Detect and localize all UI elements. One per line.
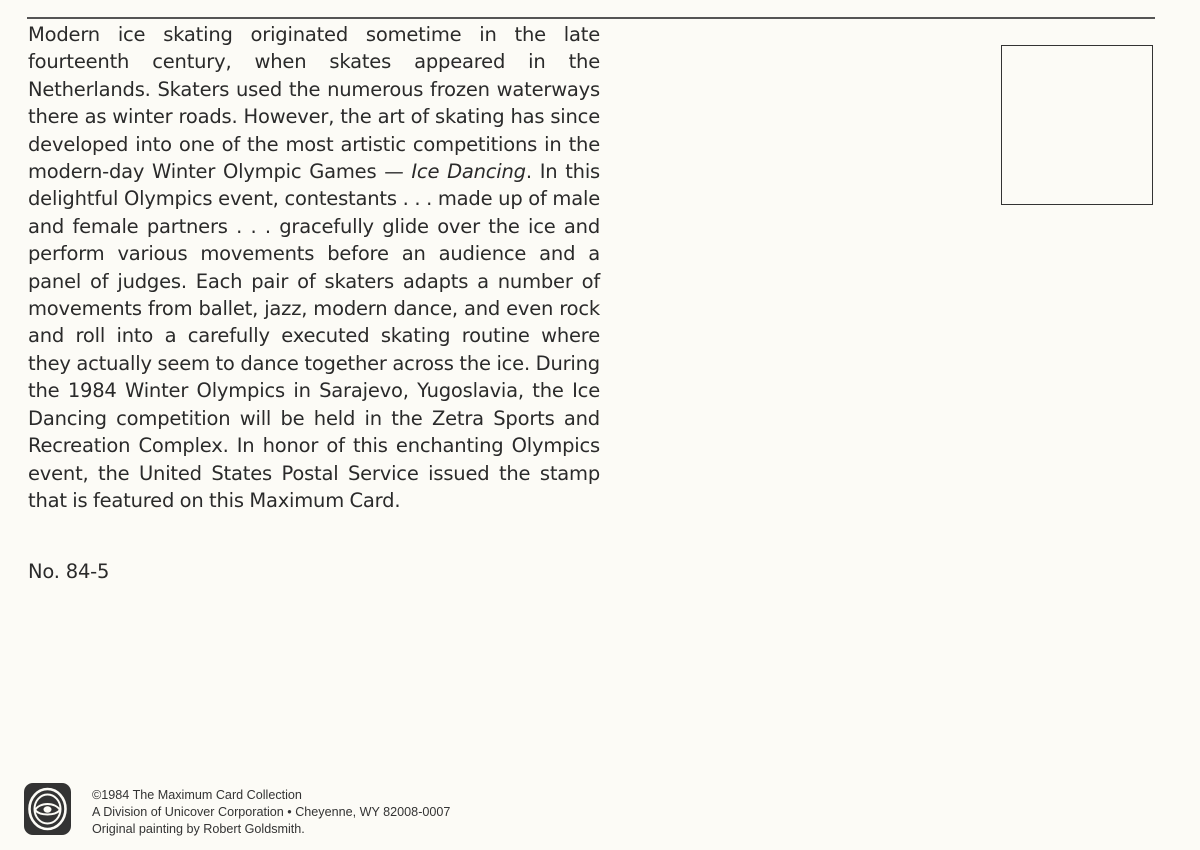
card-description <box>28 21 600 514</box>
credit-line: Original painting by Robert Goldsmith. <box>92 822 305 836</box>
event-name: Ice Dancing <box>411 160 526 184</box>
division-line: A Division of Unicover Corporation • Cheyenne, WY 82008-0007 <box>92 805 451 819</box>
unicover-logo-icon <box>24 783 71 835</box>
logo-center <box>44 806 52 812</box>
description-main: Modern ice skating originated sometime in the late fourteenth century, when skates appeared in the Netherlands. Skaters used the numerous frozen waterways there as winter roads. However, the art of skating has since developed into one of the most artistic competitions in the modern-day Winter Olympic Games — <box>28 23 600 184</box>
top-divider <box>27 17 1155 19</box>
description-rest: . In this delightful Olympics event, contestants . . . made up of male and female partners . . . gracefully glide over the ice and perform various movements before an audience and a panel of judges. Each pair of skaters adapts a number of movements from ballet, jazz, modern dance, and even rock and roll into a carefully executed skating routine where they actually seem to dance together across the ice. During the 1984 Winter Olympics in Sarajevo, Yugoslavia, the Ice Dancing competition will be held in the Zetra Sports and Recreation Complex. In honor of this enchanting Olympics event, the United States Postal Service issued the stamp that is featured on this Maximum Card. <box>28 160 601 512</box>
publisher-footer <box>92 787 450 838</box>
card-number: No. 84-5 <box>28 560 110 583</box>
stamp-placeholder-box <box>1001 45 1153 205</box>
copyright-line: ©1984 The Maximum Card Collection <box>92 788 302 802</box>
